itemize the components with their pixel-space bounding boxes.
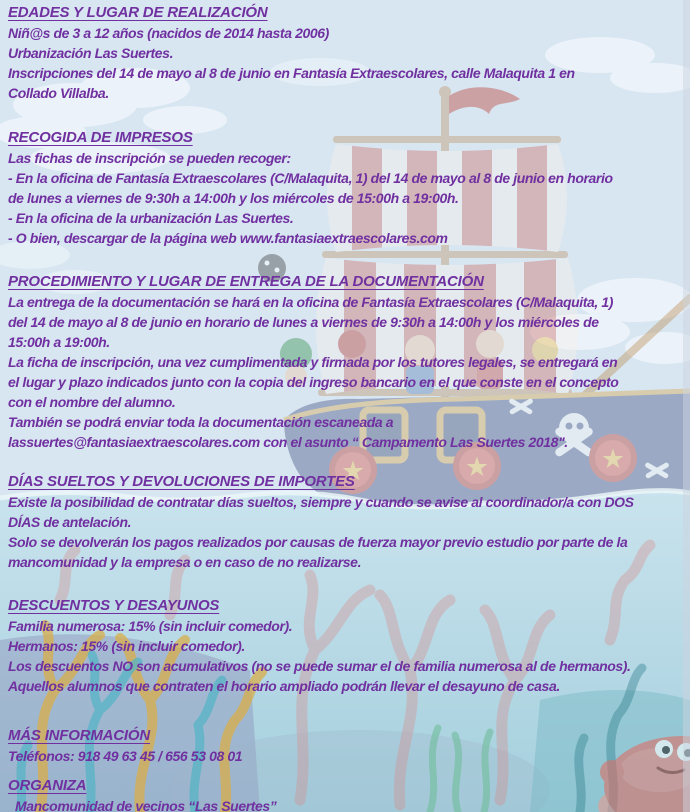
section-recogida bbox=[8, 128, 690, 248]
body-line: Familia numerosa: 15% (sin incluir comedor). bbox=[8, 618, 293, 634]
body-line: También se podrá enviar toda la documentación escaneada a bbox=[8, 414, 394, 430]
section-dias-sueltos bbox=[8, 472, 690, 572]
body-line: con el nombre del alumno. bbox=[8, 394, 176, 410]
body-line: lassuertes@fantasiaextraescolares.com con el asunto “ Campamento Las Suertes 2018". bbox=[8, 434, 568, 450]
body-line: Hermanos: 15% (sin incluir comedor). bbox=[8, 638, 245, 654]
body-line: mancomunidad y la empresa o en caso de no realizarse. bbox=[8, 554, 362, 570]
body-line: Las fichas de inscripción se pueden recoger: bbox=[8, 150, 291, 166]
body-line: del 14 de mayo al 8 de junio en horario de lunes a viernes de 9:30h a 14:00h y los miércoles de bbox=[8, 314, 599, 330]
section-heading: RECOGIDA DE IMPRESOS bbox=[8, 129, 193, 146]
body-line: Solo se devolverán los pagos realizados por causas de fuerza mayor previo estudio por parte de la bbox=[8, 534, 628, 550]
body-line: Aquellos alumnos que contraten el horario ampliado podrán llevar el desayuno de casa. bbox=[8, 678, 560, 694]
section-heading: PROCEDIMIENTO Y LUGAR DE ENTREGA DE LA DOCUMENTACIÓN bbox=[8, 273, 484, 290]
section-procedimiento bbox=[8, 272, 690, 452]
svg-text:★: ★ bbox=[464, 452, 490, 483]
body-line: Los descuentos NO son acumulativos (no se puede sumar el de familia numerosa al de hermanos). bbox=[8, 658, 631, 674]
section-heading: DÍAS SUELTOS Y DEVOLUCIONES DE IMPORTES bbox=[8, 473, 355, 490]
section-heading: MÁS INFORMACIÓN bbox=[8, 727, 150, 744]
svg-text:★: ★ bbox=[340, 456, 366, 487]
body-line: La ficha de inscripción, una vez cumplimentada y firmada por los tutores legales, se entregará en bbox=[8, 354, 618, 370]
body-line: - O bien, descargar de la página web www.fantasiaextraescolares.com bbox=[8, 230, 448, 246]
body-line: de lunes a viernes de 9:30h a 14:00h y los miércoles de 15:00h a 19:00h. bbox=[8, 190, 459, 206]
body-line: Niñ@s de 3 a 12 años (nacidos de 2014 hasta 2006) bbox=[8, 25, 329, 41]
body-line: - En la oficina de la urbanización Las Suertes. bbox=[8, 210, 294, 226]
body-line: Existe la posibilidad de contratar días sueltos, siempre y cuando se avise al coordinador/a con DOS bbox=[8, 494, 634, 510]
body-line: Inscripciones del 14 de mayo al 8 de junio en Fantasía Extraescolares, calle Malaquita 1 en bbox=[8, 65, 575, 81]
section-mas-informacion bbox=[8, 726, 690, 766]
body-line: el lugar y plazo indicados junto con la copia del ingreso bancario en el que conste en el concepto bbox=[8, 374, 619, 390]
body-line: Mancomunidad de vecinos “Las Suertes” bbox=[15, 798, 277, 812]
section-heading: DESCUENTOS Y DESAYUNOS bbox=[8, 597, 220, 614]
section-edades bbox=[8, 3, 690, 103]
section-heading: EDADES Y LUGAR DE REALIZACIÓN bbox=[8, 4, 268, 21]
body-line: - En la oficina de Fantasía Extraescolares (C/Malaquita, 1) del 14 de mayo al 8 de junio en horario bbox=[8, 170, 613, 186]
body-line: Urbanización Las Suertes. bbox=[8, 45, 174, 61]
section-heading: ORGANIZA bbox=[8, 777, 87, 794]
body-line: Teléfonos: 918 49 63 45 / 656 53 08 01 bbox=[8, 748, 243, 764]
body-line: 15:00h a 19:00h. bbox=[8, 334, 110, 350]
body-line: Collado Villalba. bbox=[8, 85, 109, 101]
body-line: La entrega de la documentación se hará en la oficina de Fantasía Extraescolares (C/Malaquita, 1) bbox=[8, 294, 614, 310]
svg-text:★: ★ bbox=[600, 444, 626, 475]
section-organiza bbox=[8, 776, 690, 812]
body-line: DÍAS de antelación. bbox=[8, 514, 132, 530]
section-descuentos bbox=[8, 596, 690, 696]
